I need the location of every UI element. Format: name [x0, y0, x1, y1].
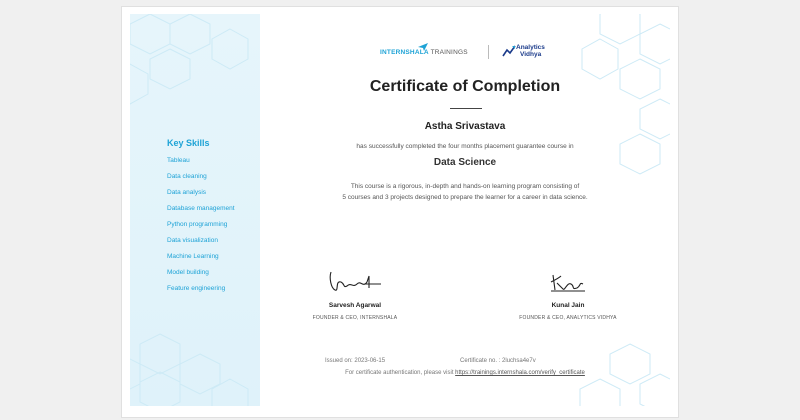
verification-link[interactable]: https://trainings.internshala.com/verify_certificate	[455, 370, 585, 376]
verification-note	[260, 370, 670, 376]
vidhya-word: Vidhya	[520, 51, 542, 58]
completion-statement: has successfully completed the four months placement guarantee course in	[356, 143, 574, 150]
signatory-name: Sarvesh Agarwal	[328, 302, 382, 309]
skill-item: Data visualization	[167, 237, 218, 244]
signature-block-internshala	[275, 268, 435, 321]
signature-image	[325, 268, 385, 294]
paper-plane-icon	[418, 43, 428, 51]
analytics-vidhya-wordmark	[516, 44, 545, 58]
signatory-name: Kunal Jain	[551, 302, 585, 309]
skill-item: Database management	[167, 205, 235, 212]
analytics-word: Analytics	[516, 44, 545, 51]
key-skills	[167, 138, 235, 301]
course-name: Data Science	[433, 157, 497, 168]
skill-item: Model building	[167, 269, 209, 276]
certificate-title: Certificate of Completion	[369, 78, 561, 95]
title-divider	[450, 108, 482, 109]
signature-block-analytics-vidhya	[488, 272, 648, 321]
signatory-role: FOUNDER & CEO, ANALYTICS VIDHYA	[519, 315, 617, 321]
course-description	[260, 181, 670, 203]
trainings-wordmark: TRAININGS	[430, 49, 468, 56]
verification-text: For certificate authentication, please visit	[345, 370, 456, 376]
internshala-wordmark: INTERNSHALA	[380, 49, 429, 56]
certificate	[130, 14, 670, 406]
logo-divider	[488, 45, 489, 59]
skill-item: Data analysis	[167, 189, 207, 196]
issued-date: Issued on: 2023-06-15	[325, 358, 386, 364]
internshala-logo	[380, 49, 468, 56]
signature-image	[543, 272, 593, 294]
skill-item: Data cleaning	[167, 173, 207, 180]
certificate-number: Certificate no. : 2luchsa4e7v	[460, 358, 536, 364]
key-skills-title: Key Skills	[167, 138, 210, 148]
description-line: This course is a rigorous, in-depth and hands-on learning program consisting of	[350, 183, 580, 190]
recipient-name: Astha Srivastava	[424, 121, 506, 132]
signatory-role: FOUNDER & CEO, INTERNSHALA	[312, 315, 398, 321]
skill-item: Feature engineering	[167, 285, 226, 292]
partner-logos	[380, 43, 560, 63]
skill-item: Tableau	[167, 157, 190, 164]
skill-item: Machine Learning	[167, 253, 219, 260]
analytics-trend-icon	[502, 45, 516, 57]
description-line: 5 courses and 3 projects designed to prepare the learner for a career in data science.	[342, 194, 588, 201]
skill-item: Python programming	[167, 221, 228, 228]
